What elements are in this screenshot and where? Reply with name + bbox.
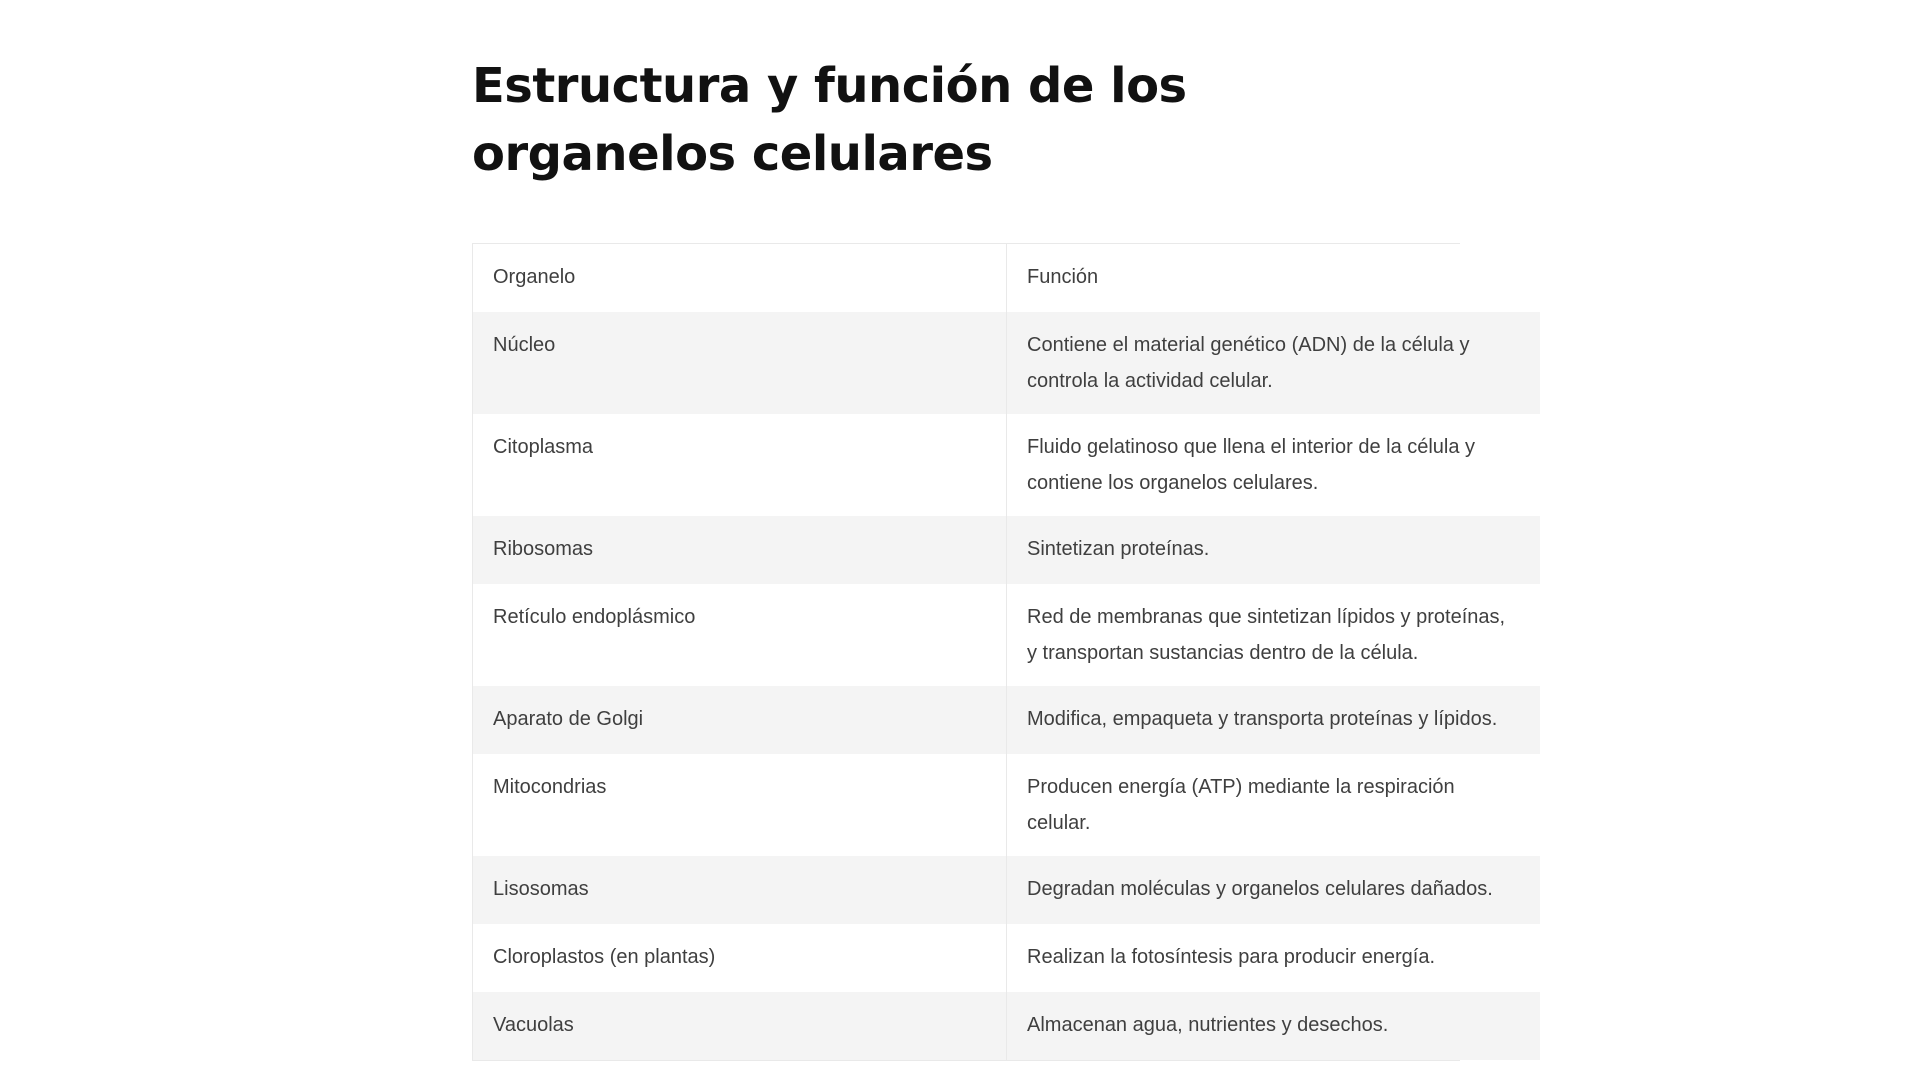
cell-funcion: Red de membranas que sintetizan lípidos y proteínas, y transportan sustancias dentro de la célula. bbox=[1007, 584, 1541, 686]
table-row bbox=[473, 754, 1540, 856]
organelle-table bbox=[472, 243, 1506, 1061]
cell-funcion: Contiene el material genético (ADN) de la célula y controla la actividad celular. bbox=[1007, 312, 1541, 414]
cell-funcion: Modifica, empaqueta y transporta proteínas y lípidos. bbox=[1007, 686, 1541, 754]
cell-organelo: Retículo endoplásmico bbox=[473, 584, 1007, 686]
cell-organelo: Cloroplastos (en plantas) bbox=[473, 924, 1007, 992]
cell-organelo: Mitocondrias bbox=[473, 754, 1007, 856]
table-row bbox=[473, 686, 1540, 754]
cell-organelo: Vacuolas bbox=[473, 992, 1007, 1060]
table-row bbox=[473, 992, 1540, 1060]
column-header-organelo: Organelo bbox=[473, 244, 1007, 312]
cell-organelo: Aparato de Golgi bbox=[473, 686, 1007, 754]
cell-funcion: Realizan la fotosíntesis para producir energía. bbox=[1007, 924, 1541, 992]
organelle-table-grid bbox=[473, 244, 1540, 1060]
table-row bbox=[473, 516, 1540, 584]
table-row bbox=[473, 584, 1540, 686]
cell-organelo: Ribosomas bbox=[473, 516, 1007, 584]
cell-organelo: Lisosomas bbox=[473, 856, 1007, 924]
table-row bbox=[473, 856, 1540, 924]
table-header-row bbox=[473, 244, 1540, 312]
cell-funcion: Fluido gelatinoso que llena el interior de la célula y contiene los organelos celulares. bbox=[1007, 414, 1541, 516]
cell-funcion: Degradan moléculas y organelos celulares dañados. bbox=[1007, 856, 1541, 924]
table-row bbox=[473, 924, 1540, 992]
cell-organelo: Núcleo bbox=[473, 312, 1007, 414]
column-header-funcion: Función bbox=[1007, 244, 1541, 312]
article bbox=[472, 52, 1506, 1061]
page-title: Estructura y función de los organelos celulares bbox=[472, 58, 1187, 182]
cell-funcion: Almacenan agua, nutrientes y desechos. bbox=[1007, 992, 1541, 1060]
table-row bbox=[473, 414, 1540, 516]
cell-organelo: Citoplasma bbox=[473, 414, 1007, 516]
cell-funcion: Producen energía (ATP) mediante la respiración celular. bbox=[1007, 754, 1541, 856]
table-row bbox=[473, 312, 1540, 414]
cell-funcion: Sintetizan proteínas. bbox=[1007, 516, 1541, 584]
